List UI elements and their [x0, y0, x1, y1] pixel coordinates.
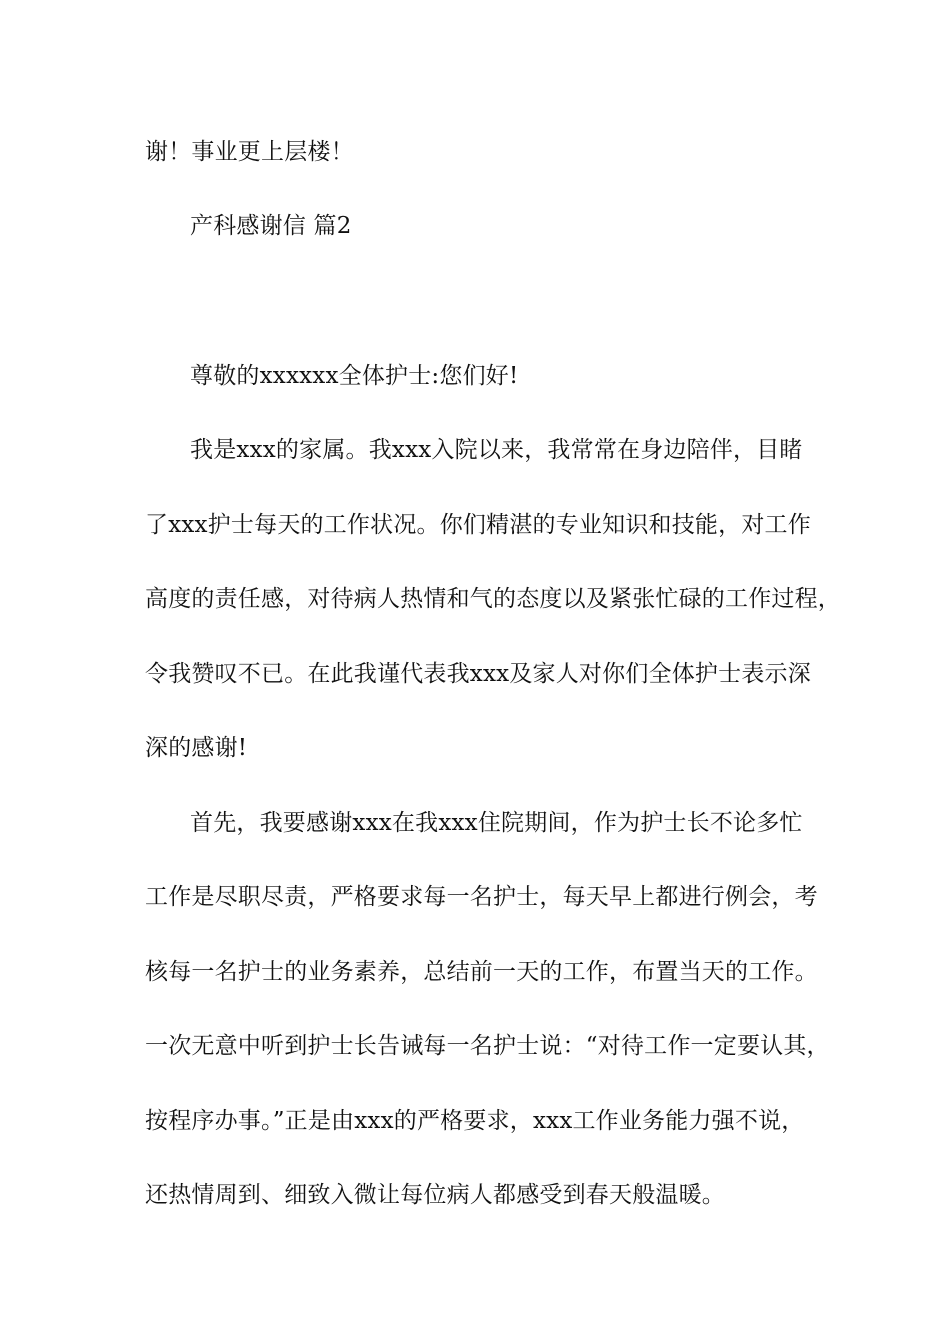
text-line: 谢！事业更上层楼！: [145, 139, 354, 165]
paragraph-line: 深的感谢!: [145, 735, 248, 761]
salutation: 尊敬的xxxxxx全体护士:您们好!: [190, 363, 519, 389]
paragraph-line: 首先，我要感谢xxx在我xxx住院期间，作为护士长不论多忙: [190, 810, 803, 836]
paragraph-line: 按程序办事。”正是由xxx的严格要求，xxx工作业务能力强不说，: [145, 1108, 805, 1134]
paragraph-line: 我是xxx的家属。我xxx入院以来，我常常在身边陪伴，目睹: [190, 437, 803, 463]
paragraph-line: 工作是尽职尽责，严格要求每一名护士，每天早上都进行例会，考: [145, 884, 818, 910]
paragraph-line: 了xxx护士每天的工作状况。你们精湛的专业知识和技能，对工作: [145, 512, 811, 538]
paragraph-line: 核每一名护士的业务素养，总结前一天的工作，布置当天的工作。: [145, 959, 818, 985]
section-heading: 产科感谢信 篇2: [190, 213, 352, 239]
paragraph-line: 高度的责任感，对待病人热情和气的态度以及紧张忙碌的工作过程，: [145, 586, 841, 612]
paragraph-line: 还热情周到、细致入微让每位病人都感受到春天般温暖。: [145, 1182, 725, 1208]
paragraph-line: 令我赞叹不已。在此我谨代表我xxx及家人对你们全体护士表示深: [145, 661, 811, 687]
paragraph-line: 一次无意中听到护士长告诫每一名护士说：“对待工作一定要认其，: [145, 1033, 830, 1059]
